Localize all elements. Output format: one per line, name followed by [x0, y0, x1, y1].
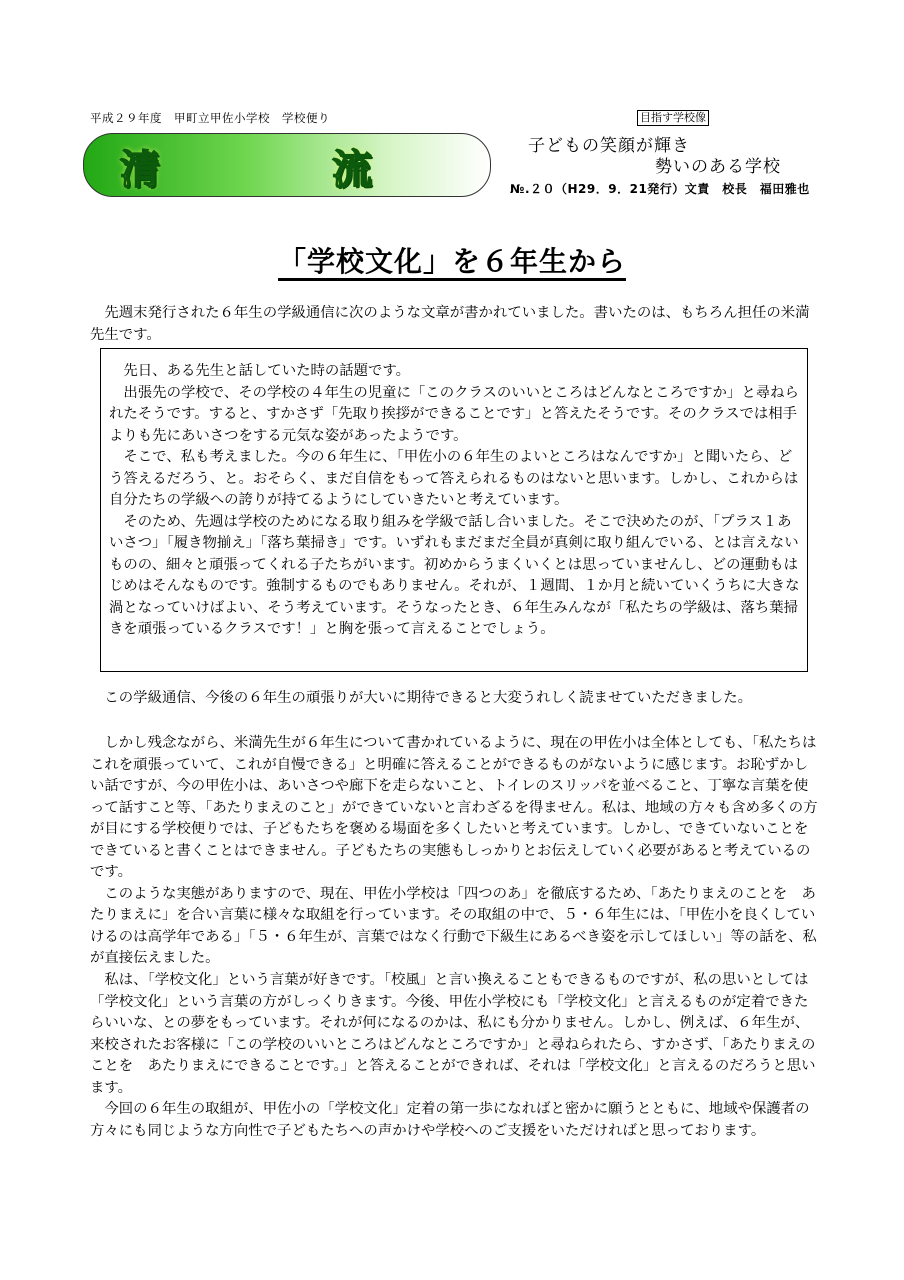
newsletter-logo	[83, 133, 491, 197]
motto-line-1: 子どもの笑顔が輝き	[528, 136, 690, 156]
quote-paragraph: 先日、ある先生と話していた時の話題です。	[123, 363, 411, 379]
motto-label: 目指す学校像	[637, 110, 709, 126]
quote-paragraph: そこで、私も考えました。今の６年生に、「甲佐小の６年生のよいところはなんですか」と聞いたら、どう答えるだろう、と。おそらく、まだ自信をもって答えられるものはないと思います。しかし、これからは自分たちの学級への誇りが持てるようにしていきたいと考えています。	[109, 449, 799, 508]
body-paragraph: このような実態がありますので、現在、甲佐小学校は「四つのあ」を徹底するため、「あたりまえのことを あたりまえに」を合い言葉に様々な取組を行っています。その取組の中で、５・６年生には、「甲佐小を良くしていけるのは高学年である」「５・６年生が、言葉ではなく行動で下級生にあるべき姿を示してほしい」等の話を、私が直接伝えました。	[90, 885, 817, 966]
article-title-text: 「学校文化」を６年生から	[278, 245, 626, 281]
after-quote-text: この学級通信、今後の６年生の頑張りが大いに期待できると大変うれしく読ませていただきました。	[104, 690, 752, 706]
intro-text: 先週末発行された６年生の学級通信に次のような文章が書かれていました。書いたのは、もちろん担任の米満先生です。	[90, 305, 810, 343]
logo-char-ryu: 流	[332, 147, 372, 193]
school-name-line: 平成２９年度 甲町立甲佐小学校 学校便り	[90, 111, 330, 125]
body-section-2	[90, 970, 818, 1142]
motto-line-2: 勢いのある学校	[655, 157, 781, 177]
after-quote-paragraph	[90, 688, 818, 710]
article-title	[0, 240, 904, 280]
quote-paragraph: 出張先の学校で、その学校の４年生の児童に「このクラスのいいところはどんなところですか」と尋ねられたそうです。すると、すかさず「先取り挨拶ができることです」と答えたそうです。そのクラスでは相手よりも先にあいさつをする元気な姿があったようです。	[109, 384, 799, 444]
intro-paragraph	[90, 303, 818, 346]
logo-char-sei: 清	[120, 147, 160, 193]
issue-info: №.２０（H29．9．21発行）文責 校長 福田雅也	[510, 182, 810, 196]
quoted-class-newsletter	[100, 348, 808, 672]
body-paragraph: 今回の６年生の取組が、甲佐小の「学校文化」定着の第一歩になればと密かに願うとともに、地域や保護者の方々にも同じような方向性で子どもたちへの声かけや学校へのご支援をいただければと思っております。	[90, 1101, 810, 1139]
quote-paragraph: そのため、先週は学校のためになる取り組みを学級で話し合いました。そこで決めたのが、「プラス１あいさつ」「履き物揃え」「落ち葉掃き」です。いずれもまだまだ全員が真剣に取り組んでいる、とは言えないものの、細々と頑張ってくれる子たちがいます。初めからうまくいくとは思っていませんし、どの運動もはじめはそんなものです。強制するものでもありません。それが、１週間、１か月と続いていくうちに大きな渦となっていけばよい、そう考えています。そうなったとき、６年生みんなが「私たちの学級は、落ち葉掃きを頑張っているクラスです！」と胸を張って言えることでしょう。	[109, 513, 800, 637]
body-paragraph: 私は、「学校文化」という言葉が好きです。「校風」と言い換えることもできるものですが、私の思いとしては「学校文化」という言葉の方がしっくりきます。今後、甲佐小学校にも「学校文化」と言えるものが定着できたらいいな、との夢をもっています。それが何になるのかは、私にも分かりません。しかし、例えば、６年生が、来校されたお客様に「この学校のいいところはどんなところですか」と尋ねられたら、すかさず、「あたりまえのことを あたりまえにできることです。」と答えることができれば、それは「学校文化」と言えるのだろうと思います。	[90, 972, 816, 1096]
body-section-1	[90, 733, 818, 970]
body-paragraph: しかし残念ながら、米満先生が６年生について書かれているように、現在の甲佐小は全体としても、「私たちはこれを頑張っていて、これが自慢できる」と明確に答えることができるものがないように感じます。お恥ずかしい話ですが、今の甲佐小は、あいさつや廊下を走らないこと、トイレのスリッパを並べること、丁寧な言葉を使って話すこと等、「あたりまえのこと」ができていないと言わざるを得ません。私は、地域の方々も含め多くの方が目にする学校便りでは、子どもたちを褒める場面を多くしたいと考えています。しかし、できていないことをできていると書くことはできません。子どもたちの実態もしっかりとお伝えしていく必要があると考えているのです。	[90, 735, 818, 880]
